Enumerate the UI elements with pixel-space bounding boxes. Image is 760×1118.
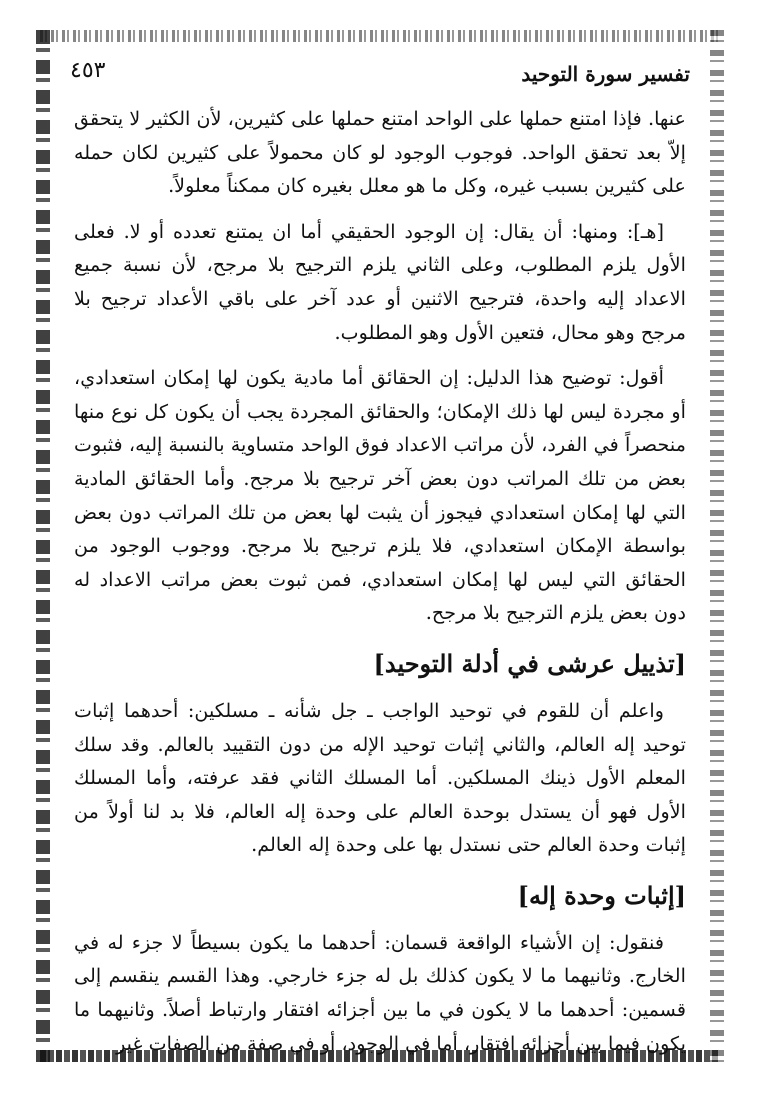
paragraph-2: [74, 215, 686, 349]
page-number: ٤٥٣: [70, 58, 106, 83]
running-title: تفسير سورة التوحيد: [521, 62, 690, 86]
decorative-border-right: [710, 30, 724, 1062]
page-header: [70, 58, 690, 92]
decorative-border-top: [40, 30, 720, 42]
paragraph-5: فنقول: إن الأشياء الواقعة قسمان: أحدهما ما يكون بسيطاً لا جزء له في الخارج. وثانيهما ما لا يكون كذلك بل له جزء خارجي. وهذا القسم ينقسم إلى قسمين: أحدهما ما لا يكون في ما بين أجزائه افتقار وارتباط أصلاً. وثانيهما ما يكون فيما بين أجزائه افتقار، أما في الوجود، أو في صفة من الصفات غير: [74, 930, 686, 1055]
section-heading-1: [تذييل عرشى في أدلة التوحيد]: [373, 648, 686, 678]
paragraph-3: أقول: توضيح هذا الدليل: إن الحقائق أما مادية يكون لها إمكان استعدادي، أو مجردة ليس لها ذلك الإمكان؛ والحقائق المجردة يجب أن يكون كل نوع منها منحصراً في الفرد، لأن مراتب الاعداد فوق الواحد متساوية بالنسبة إليه، فثبوت بعض من تلك المراتب دون بعض آخر ترجيح بلا مرجح. وأما الحقائق المادية التي لها إمكان استعدادي فيجوز أن يثبت لها بعض من تلك المراتب دون بعض بواسطة الإمكان استعدادي، فلا يلزم ترجيح بلا مرجح. ووجوب الوجود من الحقائق التي ليس لها إمكان استعدادي، فمن ثبوت بعض مراتب الاعداد له دون بعض يلزم الترجيح بلا مرجح.: [74, 366, 686, 625]
page-body: [74, 102, 686, 1072]
section-label: [هـ]:: [626, 219, 664, 243]
section-heading-2: [إثبات وحدة إله]: [517, 880, 686, 910]
paragraph-4: واعلم أن للقوم في توحيد الواجب ـ جل شأنه ـ مسلكين: أحدهما إثبات توحيد إله العالم، والثاني إثبات توحيد الإله من دون التقييد بالعالم. وقد سلك المعلم الأول ذينك المسلكين. أما المسلك الثاني فقد عرفته، وأما المسلك الأول فهو أن يستدل بوحدة العالم على وحدة إله العالم، فلا بد لنا أولاً من إثبات وحدة العالم حتى نستدل بها على وحدة إله العالم.: [74, 698, 686, 857]
paragraph-2-text: ومنها: أن يقال: إن الوجود الحقيقي أما ان يمتنع تعدده أو لا. فعلى الأول يلزم المطلوب، وعلى الثاني يلزم الترجيح بلا مرجح، لأن نسبة جميع الاعداد إليه واحدة، فترجيح الاثنين أو عدد آخر على باقي الأعداد ترجيح بلا مرجح وهو محال، فتعين الأول وهو المطلوب.: [74, 219, 686, 344]
decorative-border-left: [36, 30, 50, 1062]
paragraph-1: عنها. فإذا امتنع حملها على الواحد امتنع حملها على كثيرين، لأن الكثير لا يتحقق إلاّ بعد تحقق الواحد. فوجوب الوجود لو كان محمولاً على كثيرين لكان حمله على كثيرين بسبب غيره، وكل ما هو معلل بغيره كان ممكناً معلولاً.: [74, 107, 686, 198]
